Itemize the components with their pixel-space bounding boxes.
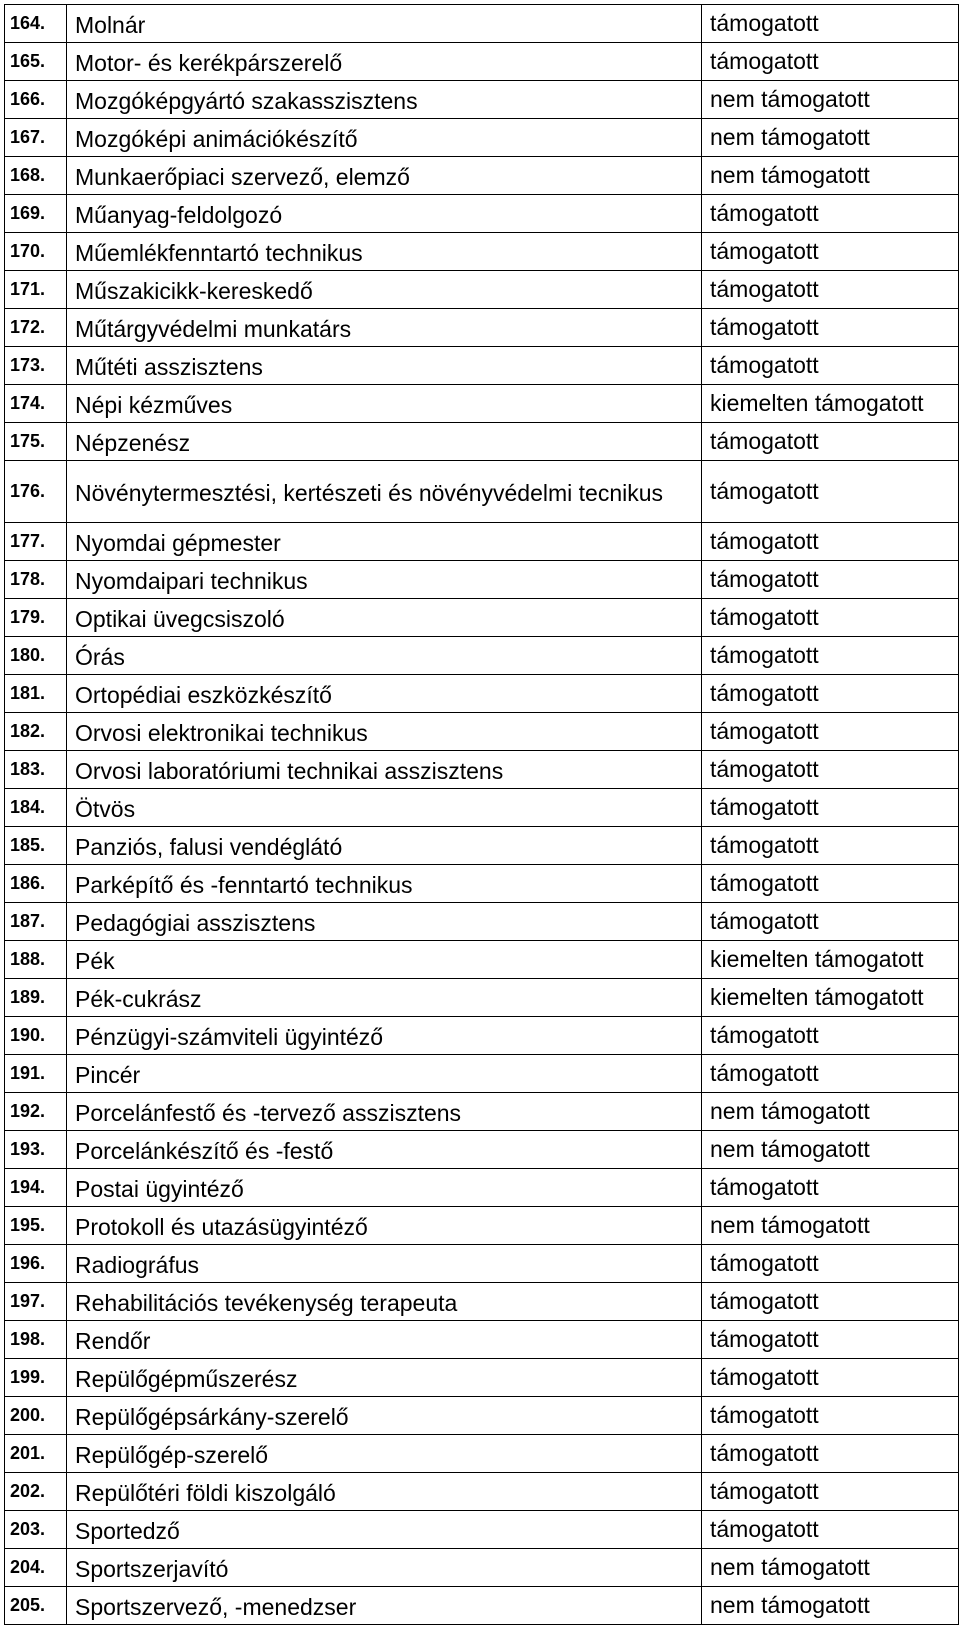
support-status: támogatott	[702, 789, 959, 827]
table-row	[5, 43, 959, 81]
support-status: kiemelten támogatott	[702, 385, 959, 423]
table-row	[5, 751, 959, 789]
support-status: támogatott	[702, 713, 959, 751]
occupation-name: Optikai üvegcsiszoló	[67, 599, 702, 637]
support-status: támogatott	[702, 637, 959, 675]
support-status: támogatott	[702, 1473, 959, 1511]
support-status: támogatott	[702, 1055, 959, 1093]
support-status: támogatott	[702, 561, 959, 599]
row-number: 199.	[5, 1359, 67, 1397]
table-row	[5, 1397, 959, 1435]
table-row	[5, 1359, 959, 1397]
row-number: 170.	[5, 233, 67, 271]
occupation-name: Parképítő és -fenntartó technikus	[67, 865, 702, 903]
support-status: nem támogatott	[702, 157, 959, 195]
occupation-name: Pék	[67, 941, 702, 979]
support-status: támogatott	[702, 751, 959, 789]
row-number: 184.	[5, 789, 67, 827]
support-status: támogatott	[702, 5, 959, 43]
table-row	[5, 1473, 959, 1511]
row-number: 193.	[5, 1131, 67, 1169]
support-status: támogatott	[702, 675, 959, 713]
row-number: 182.	[5, 713, 67, 751]
table-row	[5, 1283, 959, 1321]
occupation-name: Motor- és kerékpárszerelő	[67, 43, 702, 81]
table-row	[5, 1093, 959, 1131]
table-row	[5, 599, 959, 637]
support-status: támogatott	[702, 309, 959, 347]
row-number: 201.	[5, 1435, 67, 1473]
occupation-name: Repülőgépsárkány-szerelő	[67, 1397, 702, 1435]
occupation-name: Műszakicikk-kereskedő	[67, 271, 702, 309]
table-row	[5, 1017, 959, 1055]
support-status: támogatott	[702, 1359, 959, 1397]
occupation-name: Növénytermesztési, kertészeti és növényvédelmi tecnikus	[67, 461, 702, 523]
row-number: 190.	[5, 1017, 67, 1055]
support-status: támogatott	[702, 461, 959, 523]
row-number: 171.	[5, 271, 67, 309]
row-number: 179.	[5, 599, 67, 637]
support-status: támogatott	[702, 1169, 959, 1207]
occupation-name: Műemlékfenntartó technikus	[67, 233, 702, 271]
row-number: 172.	[5, 309, 67, 347]
row-number: 197.	[5, 1283, 67, 1321]
support-status: támogatott	[702, 347, 959, 385]
table-row	[5, 1321, 959, 1359]
row-number: 173.	[5, 347, 67, 385]
row-number: 203.	[5, 1511, 67, 1549]
support-status: támogatott	[702, 827, 959, 865]
row-number: 181.	[5, 675, 67, 713]
row-number: 192.	[5, 1093, 67, 1131]
row-number: 189.	[5, 979, 67, 1017]
table-row	[5, 1587, 959, 1625]
row-number: 176.	[5, 461, 67, 523]
row-number: 180.	[5, 637, 67, 675]
row-number: 198.	[5, 1321, 67, 1359]
table-row	[5, 233, 959, 271]
occupation-name: Pénzügyi-számviteli ügyintéző	[67, 1017, 702, 1055]
table-row	[5, 195, 959, 233]
support-status: támogatott	[702, 1511, 959, 1549]
document-page	[4, 4, 958, 1625]
support-status: nem támogatott	[702, 1207, 959, 1245]
row-number: 175.	[5, 423, 67, 461]
support-status: támogatott	[702, 423, 959, 461]
row-number: 200.	[5, 1397, 67, 1435]
row-number: 183.	[5, 751, 67, 789]
occupation-name: Molnár	[67, 5, 702, 43]
occupation-name: Orvosi laboratóriumi technikai asszisztens	[67, 751, 702, 789]
row-number: 165.	[5, 43, 67, 81]
table-row	[5, 271, 959, 309]
table-row	[5, 385, 959, 423]
row-number: 177.	[5, 523, 67, 561]
table-row	[5, 865, 959, 903]
support-status: támogatott	[702, 233, 959, 271]
support-status: támogatott	[702, 903, 959, 941]
occupation-name: Műtéti asszisztens	[67, 347, 702, 385]
row-number: 195.	[5, 1207, 67, 1245]
row-number: 169.	[5, 195, 67, 233]
occupation-name: Repülőgép-szerelő	[67, 1435, 702, 1473]
table-row	[5, 675, 959, 713]
table-row	[5, 423, 959, 461]
support-status: nem támogatott	[702, 1549, 959, 1587]
occupation-name: Repülőgépműszerész	[67, 1359, 702, 1397]
support-status: nem támogatott	[702, 1131, 959, 1169]
occupation-name: Porcelánfestő és -tervező asszisztens	[67, 1093, 702, 1131]
support-status: támogatott	[702, 523, 959, 561]
occupation-name: Nyomdai gépmester	[67, 523, 702, 561]
table-row	[5, 1435, 959, 1473]
table-row	[5, 789, 959, 827]
occupation-name: Radiográfus	[67, 1245, 702, 1283]
occupation-name: Postai ügyintéző	[67, 1169, 702, 1207]
occupation-name: Ortopédiai eszközkészítő	[67, 675, 702, 713]
occupation-name: Műanyag-feldolgozó	[67, 195, 702, 233]
row-number: 196.	[5, 1245, 67, 1283]
row-number: 194.	[5, 1169, 67, 1207]
table-row	[5, 5, 959, 43]
occupation-name: Népi kézműves	[67, 385, 702, 423]
table-row	[5, 157, 959, 195]
occupation-name: Panziós, falusi vendéglátó	[67, 827, 702, 865]
table-row	[5, 461, 959, 523]
table-row	[5, 903, 959, 941]
support-status: nem támogatott	[702, 81, 959, 119]
occupation-support-table	[4, 4, 959, 1625]
row-number: 186.	[5, 865, 67, 903]
row-number: 164.	[5, 5, 67, 43]
table-row	[5, 81, 959, 119]
support-status: támogatott	[702, 865, 959, 903]
table-row	[5, 979, 959, 1017]
occupation-name: Ötvös	[67, 789, 702, 827]
table-row	[5, 713, 959, 751]
table-row	[5, 309, 959, 347]
table-row	[5, 523, 959, 561]
support-status: nem támogatott	[702, 1093, 959, 1131]
row-number: 167.	[5, 119, 67, 157]
occupation-name: Sportedző	[67, 1511, 702, 1549]
row-number: 166.	[5, 81, 67, 119]
occupation-name: Népzenész	[67, 423, 702, 461]
row-number: 188.	[5, 941, 67, 979]
support-status: támogatott	[702, 1321, 959, 1359]
occupation-name: Porcelánkészítő és -festő	[67, 1131, 702, 1169]
support-status: kiemelten támogatott	[702, 979, 959, 1017]
occupation-name: Nyomdaipari technikus	[67, 561, 702, 599]
occupation-name: Orvosi elektronikai technikus	[67, 713, 702, 751]
occupation-name: Mozgóképi animációkészítő	[67, 119, 702, 157]
occupation-name: Órás	[67, 637, 702, 675]
support-status: kiemelten támogatott	[702, 941, 959, 979]
table-row	[5, 637, 959, 675]
row-number: 178.	[5, 561, 67, 599]
row-number: 174.	[5, 385, 67, 423]
occupation-name: Sportszerjavító	[67, 1549, 702, 1587]
occupation-name: Műtárgyvédelmi munkatárs	[67, 309, 702, 347]
occupation-name: Rehabilitációs tevékenység terapeuta	[67, 1283, 702, 1321]
support-status: támogatott	[702, 1245, 959, 1283]
occupation-name: Pedagógiai asszisztens	[67, 903, 702, 941]
occupation-name: Rendőr	[67, 1321, 702, 1359]
support-status: támogatott	[702, 1397, 959, 1435]
table-row	[5, 119, 959, 157]
row-number: 187.	[5, 903, 67, 941]
table-body	[5, 5, 959, 1625]
table-row	[5, 1549, 959, 1587]
support-status: támogatott	[702, 1017, 959, 1055]
occupation-name: Protokoll és utazásügyintéző	[67, 1207, 702, 1245]
table-row	[5, 827, 959, 865]
row-number: 205.	[5, 1587, 67, 1625]
table-row	[5, 941, 959, 979]
support-status: támogatott	[702, 599, 959, 637]
occupation-name: Munkaerőpiaci szervező, elemző	[67, 157, 702, 195]
table-row	[5, 1055, 959, 1093]
support-status: támogatott	[702, 271, 959, 309]
support-status: támogatott	[702, 1435, 959, 1473]
occupation-name: Pincér	[67, 1055, 702, 1093]
support-status: támogatott	[702, 195, 959, 233]
table-row	[5, 1207, 959, 1245]
occupation-name: Sportszervező, -menedzser	[67, 1587, 702, 1625]
table-row	[5, 1169, 959, 1207]
row-number: 168.	[5, 157, 67, 195]
table-row	[5, 347, 959, 385]
table-row	[5, 1245, 959, 1283]
table-row	[5, 561, 959, 599]
row-number: 185.	[5, 827, 67, 865]
row-number: 204.	[5, 1549, 67, 1587]
row-number: 202.	[5, 1473, 67, 1511]
table-row	[5, 1511, 959, 1549]
occupation-name: Mozgóképgyártó szakasszisztens	[67, 81, 702, 119]
support-status: támogatott	[702, 43, 959, 81]
row-number: 191.	[5, 1055, 67, 1093]
support-status: nem támogatott	[702, 1587, 959, 1625]
occupation-name: Repülőtéri földi kiszolgáló	[67, 1473, 702, 1511]
table-row	[5, 1131, 959, 1169]
occupation-name: Pék-cukrász	[67, 979, 702, 1017]
support-status: támogatott	[702, 1283, 959, 1321]
support-status: nem támogatott	[702, 119, 959, 157]
